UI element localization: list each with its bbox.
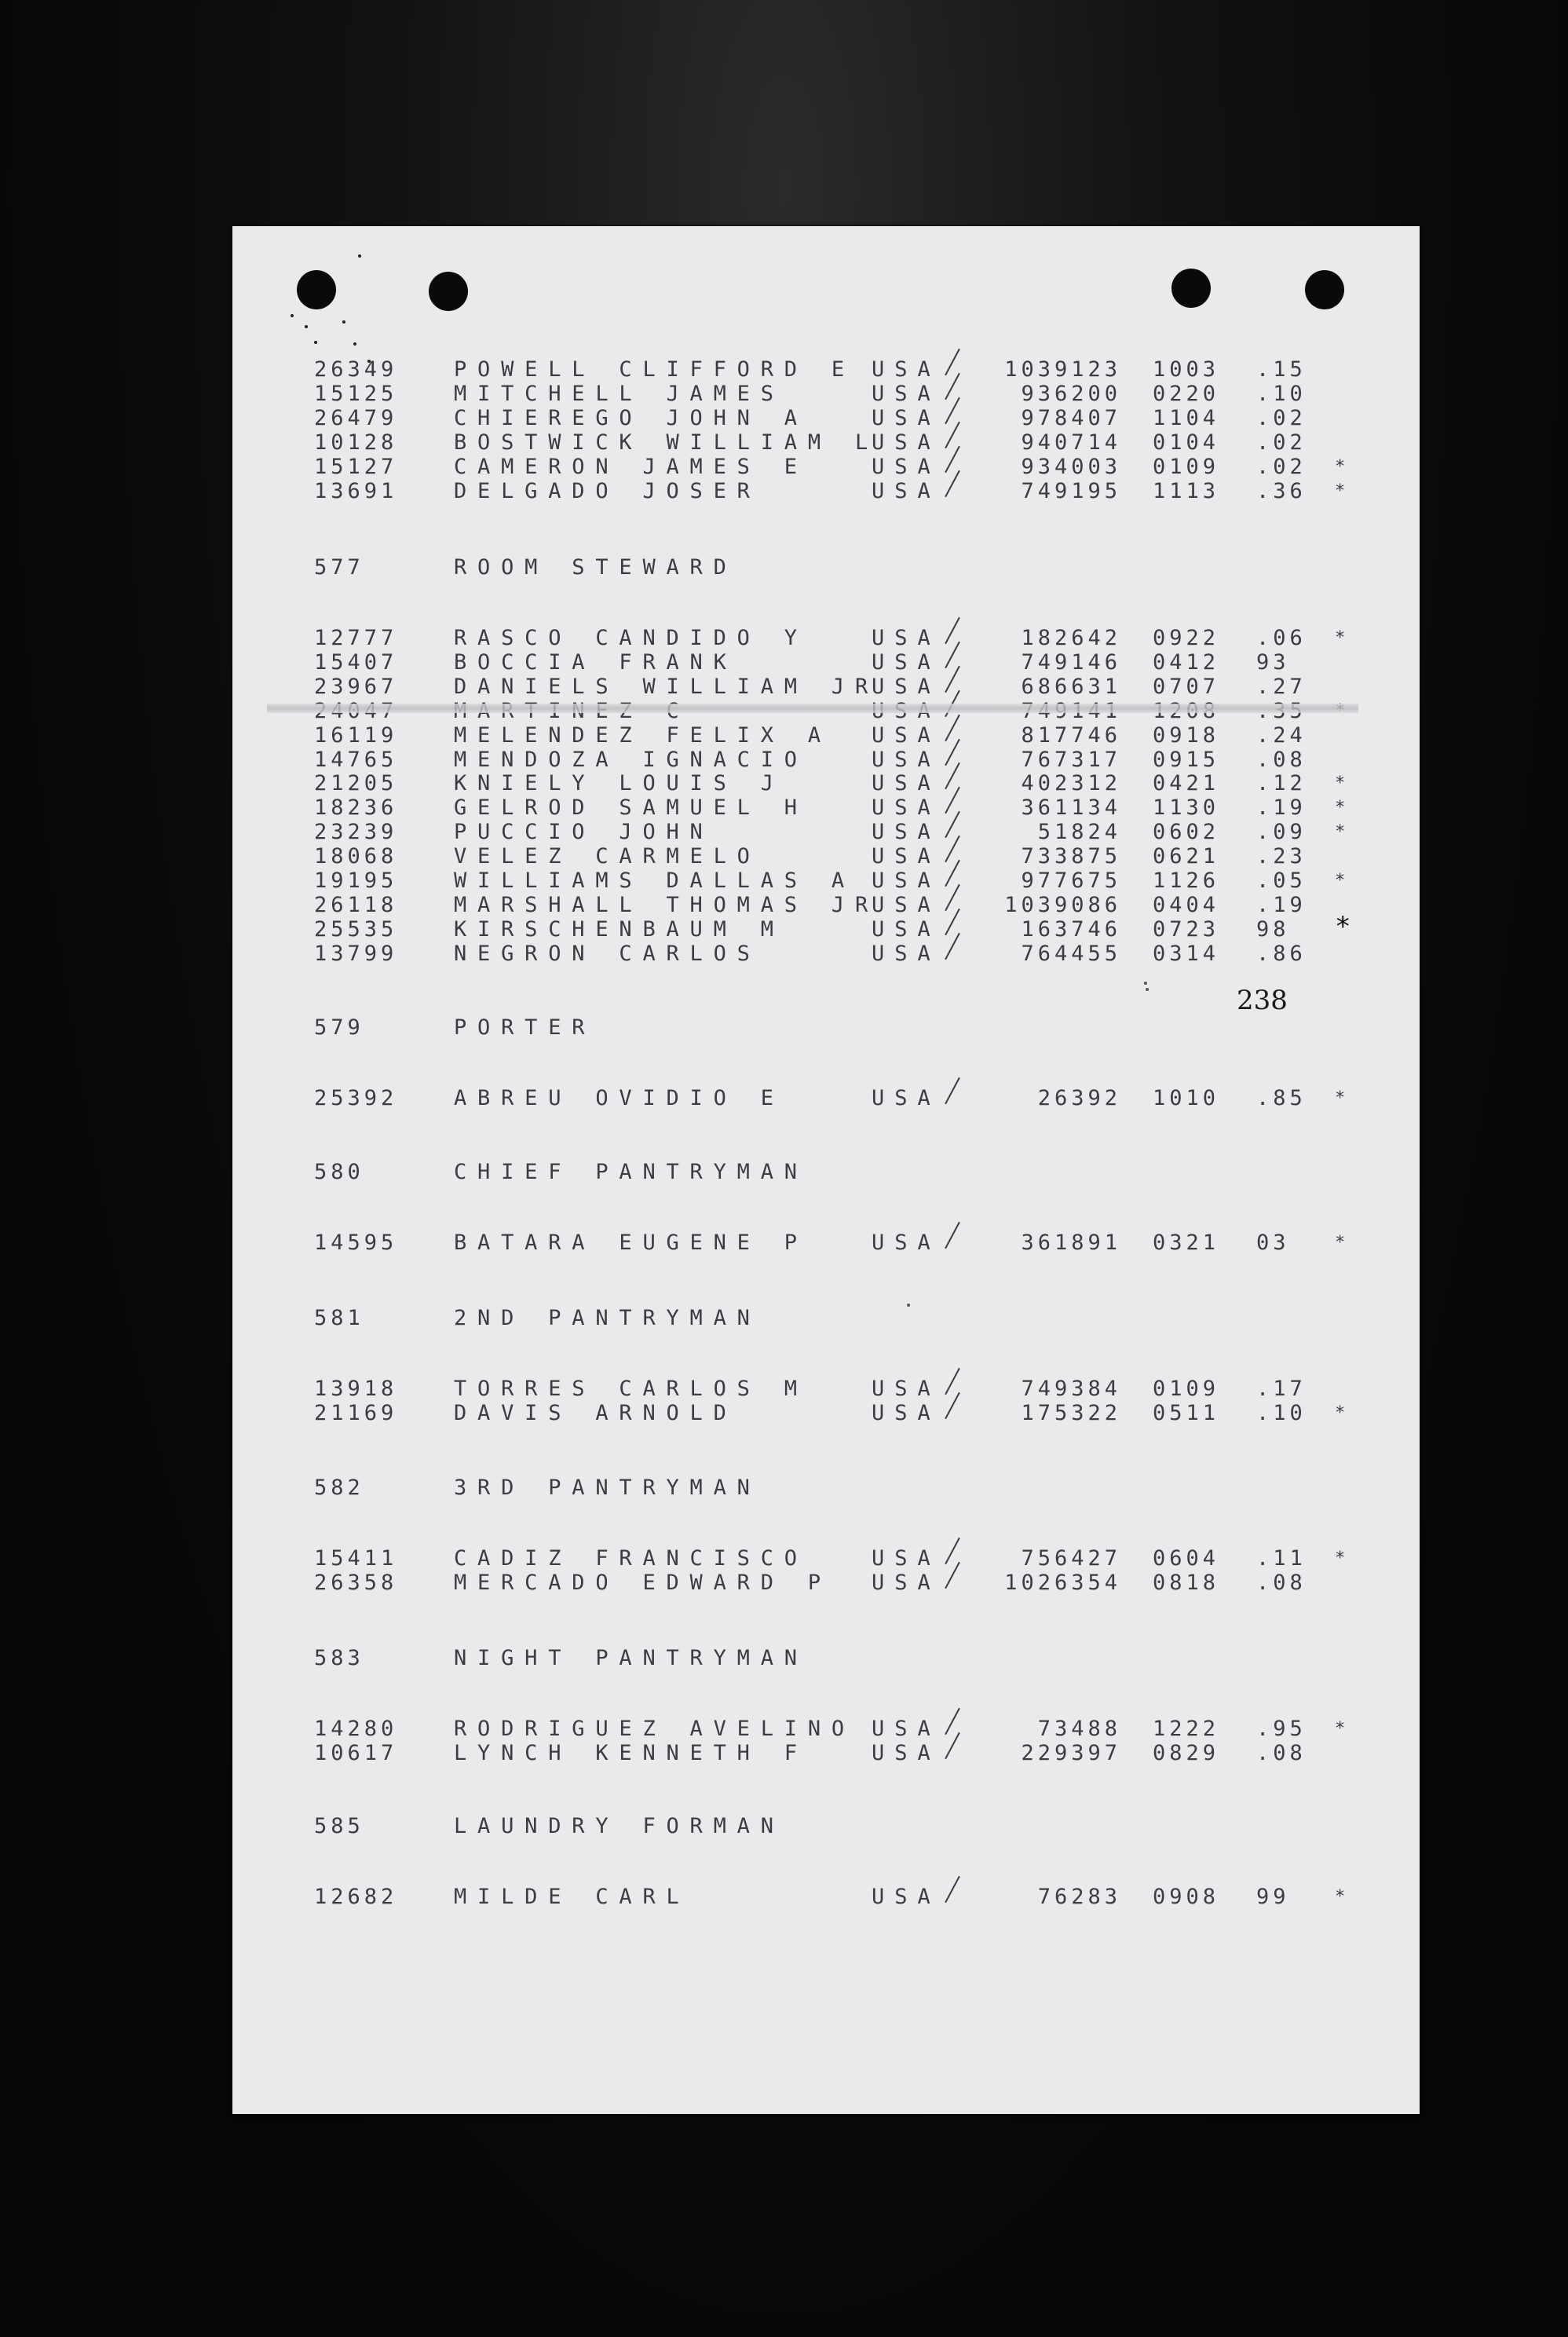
date-code: 0511	[1153, 1400, 1220, 1425]
punch-hole	[1171, 269, 1211, 308]
punch-hole	[1305, 270, 1344, 309]
citizenship: USA	[872, 941, 941, 966]
value: .12	[1256, 771, 1307, 796]
section-code: 583	[314, 1646, 364, 1670]
crew-id: 14765	[314, 747, 398, 772]
asterisk-mark: *	[1335, 1719, 1346, 1739]
specks	[1144, 982, 1147, 985]
date-code: 0723	[1153, 916, 1220, 942]
section-title: ROOM STEWARD	[454, 555, 737, 580]
crew-id: 19195	[314, 869, 398, 893]
crew-id: 14595	[314, 1231, 398, 1255]
citizenship: USA	[872, 1570, 941, 1595]
crew-id: 13799	[314, 941, 398, 966]
date-code: 1003	[1153, 357, 1220, 382]
section-code: 577	[314, 555, 364, 580]
value: 93	[1256, 649, 1290, 675]
date-code: 0918	[1153, 722, 1220, 748]
document-number: 51824	[1037, 820, 1121, 845]
asterisk-mark: *	[1335, 871, 1346, 891]
crew-id: 26349	[314, 357, 398, 382]
citizenship: USA	[872, 357, 941, 382]
crew-id: 23239	[314, 820, 398, 845]
document-number: 402312	[1021, 771, 1121, 796]
document-page	[232, 226, 1420, 2114]
document-number: 1039123	[1004, 357, 1121, 382]
citizenship: USA	[872, 795, 941, 821]
citizenship: USA	[872, 771, 941, 796]
citizenship: USA	[872, 892, 941, 917]
date-code: 0818	[1153, 1570, 1220, 1595]
crew-name: CHIEREGO JOHN A	[454, 405, 808, 430]
citizenship: USA	[872, 1717, 941, 1741]
crew-id: 14280	[314, 1717, 398, 1741]
value: .23	[1256, 844, 1307, 869]
crew-name: MERCADO EDWARD P	[454, 1570, 832, 1595]
citizenship: USA	[872, 430, 941, 455]
crew-id: 15407	[314, 649, 398, 675]
citizenship: USA	[872, 844, 941, 869]
crew-name: NEGRON CARLOS	[454, 941, 761, 966]
document-number: 76283	[1037, 1885, 1121, 1909]
crew-id: 15411	[314, 1546, 398, 1571]
date-code: 0908	[1153, 1885, 1220, 1909]
citizenship: USA	[872, 1086, 941, 1110]
value: .10	[1256, 1400, 1307, 1425]
date-code: 0604	[1153, 1546, 1220, 1571]
value: .09	[1256, 820, 1307, 845]
citizenship: USA	[872, 747, 941, 772]
document-number: 229397	[1021, 1740, 1121, 1765]
crew-name: RODRIGUEZ AVELINO	[454, 1717, 855, 1741]
crew-name: KNIELY LOUIS J	[454, 771, 784, 796]
document-number: 817746	[1021, 722, 1121, 748]
crew-name: MILDE CARL	[454, 1885, 690, 1909]
document-number: 1039086	[1004, 892, 1121, 917]
asterisk-mark: *	[1335, 1549, 1346, 1568]
asterisk-mark: *	[1335, 774, 1346, 794]
crew-name: TORRES CARLOS M	[454, 1377, 808, 1401]
document-number: 175322	[1021, 1400, 1121, 1425]
document-number: 182642	[1021, 626, 1121, 650]
date-code: 0412	[1153, 649, 1220, 675]
document-number: 163746	[1021, 916, 1121, 942]
date-code: 1130	[1153, 795, 1220, 821]
value: 03	[1256, 1231, 1290, 1255]
crew-id: 15125	[314, 381, 398, 406]
date-code: 0109	[1153, 1377, 1220, 1401]
document-number: 749146	[1021, 649, 1121, 675]
crew-name: CAMERON JAMES E	[454, 454, 808, 479]
document-number: 767317	[1021, 747, 1121, 772]
crew-id: 26358	[314, 1570, 398, 1595]
crew-name: POWELL CLIFFORD E	[454, 357, 855, 382]
value: 98	[1256, 916, 1290, 942]
asterisk-mark: *	[1335, 798, 1346, 818]
crew-name: KIRSCHENBAUM M	[454, 916, 784, 942]
crew-name: BATARA EUGENE P	[454, 1231, 808, 1255]
crew-name: VELEZ CARMELO	[454, 844, 761, 869]
document-number: 978407	[1021, 405, 1121, 430]
crew-id: 21169	[314, 1400, 398, 1425]
specks	[907, 1304, 910, 1307]
crew-name: DELGADO JOSER	[454, 478, 761, 503]
date-code: 0602	[1153, 820, 1220, 845]
crew-name: MARSHALL THOMAS JR	[454, 892, 879, 917]
date-code: 0321	[1153, 1231, 1220, 1255]
crew-name: GELROD SAMUEL H	[454, 795, 808, 821]
crew-id: 23967	[314, 674, 398, 699]
value: .05	[1256, 869, 1307, 893]
date-code: 0829	[1153, 1740, 1220, 1765]
citizenship: USA	[872, 649, 941, 675]
asterisk-mark: *	[1335, 1088, 1346, 1108]
date-code: 0707	[1153, 674, 1220, 699]
date-code: 1113	[1153, 478, 1220, 503]
date-code: 1126	[1153, 869, 1220, 893]
document-number: 361891	[1021, 1231, 1121, 1255]
section-title: 3RD PANTRYMAN	[454, 1476, 761, 1500]
asterisk-mark: *	[1335, 628, 1346, 648]
citizenship: USA	[872, 1377, 941, 1401]
value: .36	[1256, 478, 1307, 503]
crew-id: 18068	[314, 844, 398, 869]
date-code: 1010	[1153, 1086, 1220, 1110]
crew-id: 13918	[314, 1377, 398, 1401]
date-code: 0421	[1153, 771, 1220, 796]
crew-name: DAVIS ARNOLD	[454, 1400, 737, 1425]
crew-id: 25392	[314, 1086, 398, 1110]
asterisk-mark: *	[1335, 456, 1346, 477]
citizenship: USA	[872, 381, 941, 406]
crew-name: BOSTWICK WILLIAM L	[454, 430, 879, 455]
crew-id: 10617	[314, 1740, 398, 1765]
date-code: 0104	[1153, 430, 1220, 455]
date-code: 0915	[1153, 747, 1220, 772]
crew-id: 18236	[314, 795, 398, 821]
citizenship: USA	[872, 1546, 941, 1571]
document-number: 73488	[1037, 1717, 1121, 1741]
asterisk-mark: *	[1335, 1403, 1346, 1423]
asterisk-mark: *	[1335, 910, 1351, 942]
crew-name: CADIZ FRANCISCO	[454, 1546, 808, 1571]
crew-id: 26118	[314, 892, 398, 917]
section-code: 579	[314, 1015, 364, 1040]
document-number: 1026354	[1004, 1570, 1121, 1595]
document-number: 749195	[1021, 478, 1121, 503]
asterisk-mark: *	[1335, 481, 1346, 501]
page-number: 238	[1237, 985, 1288, 1016]
value: .02	[1256, 405, 1307, 430]
document-number: 934003	[1021, 454, 1121, 479]
value: .02	[1256, 454, 1307, 479]
crew-id: 12777	[314, 626, 398, 650]
crew-id: 10128	[314, 430, 398, 455]
document-number: 26392	[1037, 1086, 1121, 1110]
asterisk-mark: *	[1335, 1887, 1346, 1907]
document-number: 733875	[1021, 844, 1121, 869]
crew-name: LYNCH KENNETH F	[454, 1740, 808, 1765]
asterisk-mark: *	[1335, 822, 1346, 843]
value: 99	[1256, 1885, 1290, 1909]
value: .06	[1256, 626, 1307, 650]
section-title: PORTER	[454, 1015, 596, 1040]
crew-name: ABREU OVIDIO E	[454, 1086, 784, 1110]
value: .11	[1256, 1546, 1307, 1571]
section-code: 582	[314, 1476, 364, 1500]
crew-id: 13691	[314, 478, 398, 503]
crew-name: BOCCIA FRANK	[454, 649, 737, 675]
citizenship: USA	[872, 1740, 941, 1765]
document-number: 940714	[1021, 430, 1121, 455]
crew-id: 21205	[314, 771, 398, 796]
value: .85	[1256, 1086, 1307, 1110]
crew-id: 16119	[314, 722, 398, 748]
crew-name: MENDOZA IGNACIO	[454, 747, 808, 772]
document-number: 977675	[1021, 869, 1121, 893]
crew-name: WILLIAMS DALLAS A	[454, 869, 855, 893]
date-code: 0109	[1153, 454, 1220, 479]
value: .19	[1256, 892, 1307, 917]
citizenship: USA	[872, 1885, 941, 1909]
section-title: 2ND PANTRYMAN	[454, 1306, 761, 1330]
date-code: 0404	[1153, 892, 1220, 917]
date-code: 0220	[1153, 381, 1220, 406]
section-code: 585	[314, 1814, 364, 1838]
crew-id: 15127	[314, 454, 398, 479]
citizenship: USA	[872, 1231, 941, 1255]
specks	[1146, 988, 1149, 991]
citizenship: USA	[872, 405, 941, 430]
crew-id: 26479	[314, 405, 398, 430]
value: .27	[1256, 674, 1307, 699]
punch-hole	[297, 270, 336, 309]
citizenship: USA	[872, 820, 941, 845]
date-code: 0314	[1153, 941, 1220, 966]
punch-hole	[429, 272, 468, 311]
section-title: NIGHT PANTRYMAN	[454, 1646, 808, 1670]
value: .17	[1256, 1377, 1307, 1401]
value: .10	[1256, 381, 1307, 406]
document-number: 749384	[1021, 1377, 1121, 1401]
crew-name: PUCCIO JOHN	[454, 820, 714, 845]
citizenship: USA	[872, 722, 941, 748]
crew-name: DANIELS WILLIAM JR	[454, 674, 879, 699]
strike-line	[267, 704, 1358, 713]
section-title: LAUNDRY FORMAN	[454, 1814, 784, 1838]
document-number: 936200	[1021, 381, 1121, 406]
value: .19	[1256, 795, 1307, 821]
crew-name: RASCO CANDIDO Y	[454, 626, 808, 650]
value: .24	[1256, 722, 1307, 748]
citizenship: USA	[872, 478, 941, 503]
citizenship: USA	[872, 916, 941, 942]
value: .86	[1256, 941, 1307, 966]
value: .95	[1256, 1717, 1307, 1741]
section-title: CHIEF PANTRYMAN	[454, 1160, 808, 1184]
crew-name: MELENDEZ FELIX A	[454, 722, 832, 748]
date-code: 0621	[1153, 844, 1220, 869]
document-number: 756427	[1021, 1546, 1121, 1571]
document-number: 361134	[1021, 795, 1121, 821]
citizenship: USA	[872, 1400, 941, 1425]
date-code: 1222	[1153, 1717, 1220, 1741]
document-number: 764455	[1021, 941, 1121, 966]
citizenship: USA	[872, 454, 941, 479]
section-code: 580	[314, 1160, 364, 1184]
value: .08	[1256, 1740, 1307, 1765]
section-code: 581	[314, 1306, 364, 1330]
citizenship: USA	[872, 674, 941, 699]
crew-id: 25535	[314, 916, 398, 942]
value: .02	[1256, 430, 1307, 455]
asterisk-mark: *	[1335, 1233, 1346, 1253]
crew-name: MITCHELL JAMES	[454, 381, 784, 406]
crew-id: 12682	[314, 1885, 398, 1909]
value: .08	[1256, 1570, 1307, 1595]
date-code: 0922	[1153, 626, 1220, 650]
document-number: 686631	[1021, 674, 1121, 699]
date-code: 1104	[1153, 405, 1220, 430]
value: .08	[1256, 747, 1307, 772]
citizenship: USA	[872, 626, 941, 650]
value: .15	[1256, 357, 1307, 382]
citizenship: USA	[872, 869, 941, 893]
